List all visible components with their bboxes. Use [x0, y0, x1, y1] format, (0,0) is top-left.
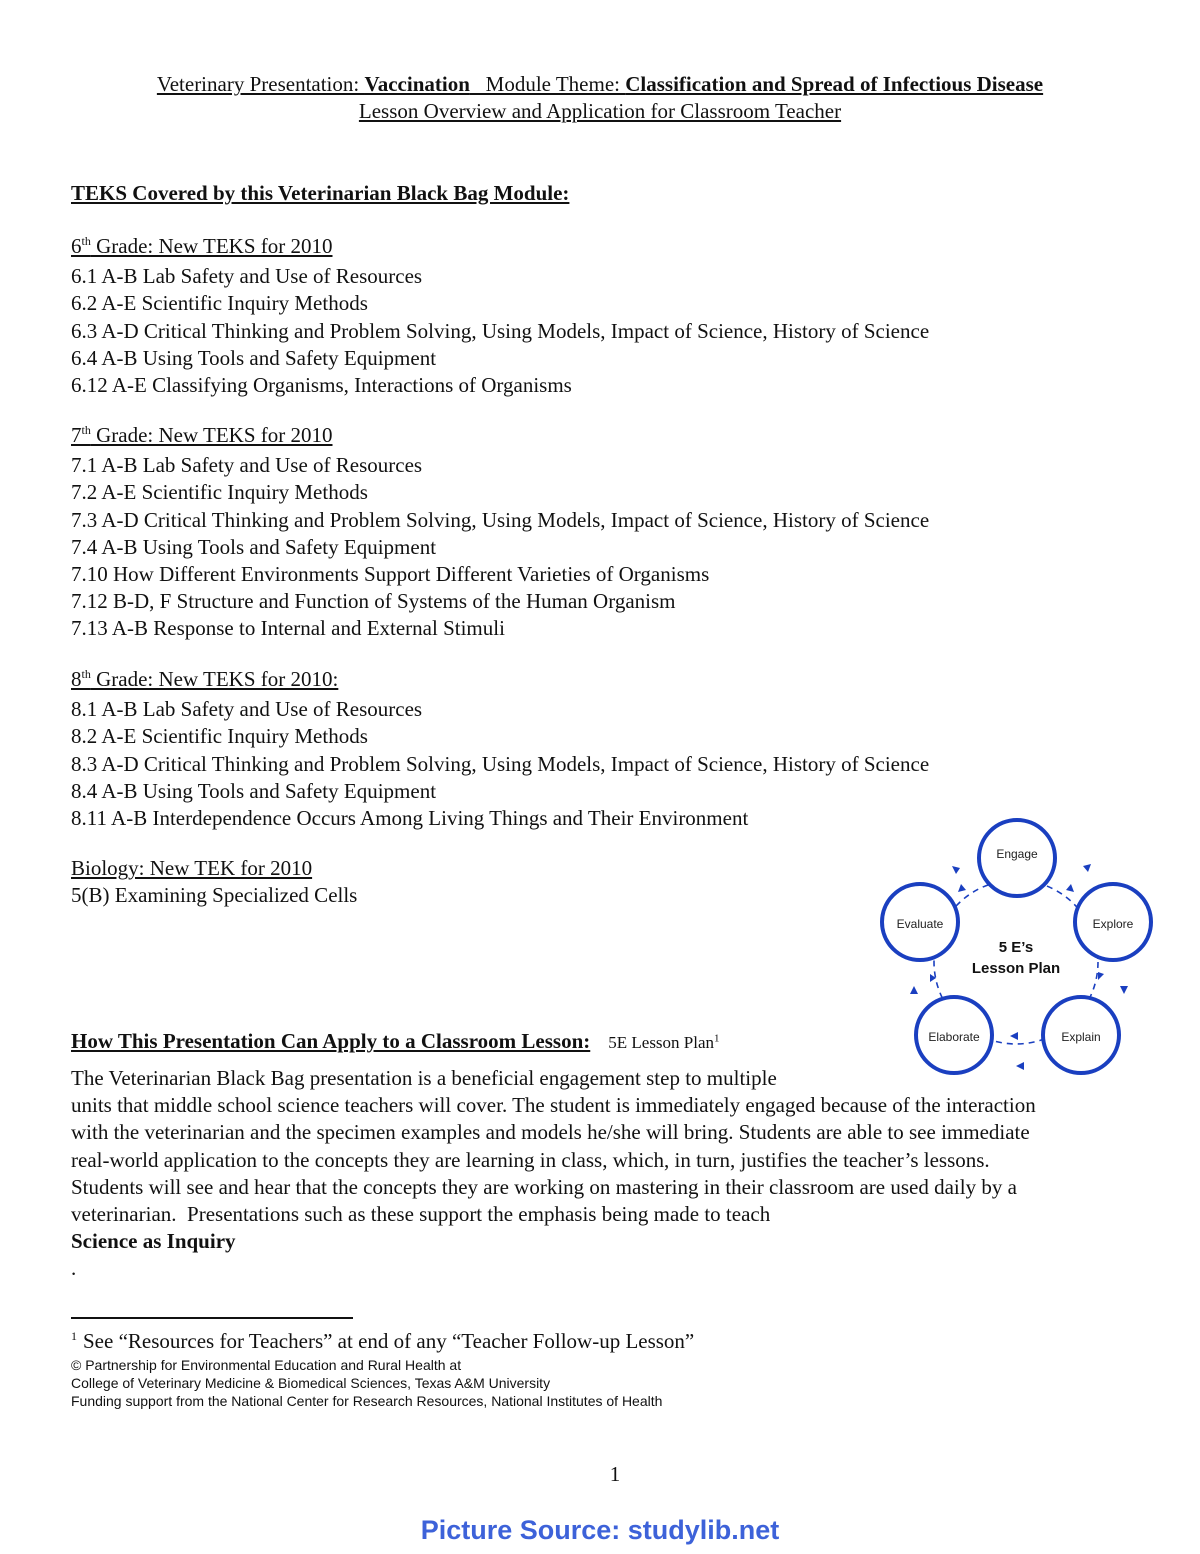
list-item: 5(B) Examining Specialized Cells [71, 883, 358, 908]
list-item: 8.11 A-B Interdependence Occurs Among Living Things and Their Environment [71, 806, 749, 831]
title-theme: Classification and Spread of Infectious Disease [625, 72, 1044, 96]
stage-label: Evaluate [896, 917, 944, 931]
arrow-icon [1010, 1032, 1018, 1040]
grade-7-section [71, 422, 929, 643]
list-item: 6.4 A-B Using Tools and Safety Equipment [71, 345, 437, 370]
credit-line: College of Veterinary Medicine & Biomedical Sciences, Texas A&M University [71, 1375, 551, 1391]
list-item: 8.4 A-B Using Tools and Safety Equipment [71, 778, 437, 803]
list-item: 6.1 A-B Lab Safety and Use of Resources [71, 264, 423, 289]
list-item: 6.2 A-E Scientific Inquiry Methods [71, 291, 368, 316]
stage-label: Engage [996, 847, 1038, 861]
list-item: 8.3 A-D Critical Thinking and Problem Solving, Using Models, Impact of Science, History of Science [71, 751, 930, 776]
paragraph-line: The Veterinarian Black Bag presentation is a beneficial engagement step to multiple [71, 1066, 777, 1090]
list-item: 6.12 A-E Classifying Organisms, Interactions of Organisms [71, 373, 572, 398]
paragraph-line: real-world application to the concepts they are learning in class, which, in turn, justifies the teacher’s lessons. [71, 1147, 990, 1172]
list-item: 7.4 A-B Using Tools and Safety Equipment [71, 534, 437, 559]
document-subtitle: Lesson Overview and Application for Classroom Teacher [358, 99, 842, 123]
stage-elaborate [916, 997, 992, 1073]
grade-8-section [71, 666, 929, 832]
five-e-cycle-diagram [870, 810, 1170, 1090]
list-item: 7.2 A-E Scientific Inquiry Methods [71, 480, 368, 505]
list-item: 8.1 A-B Lab Safety and Use of Resources [71, 697, 423, 722]
stage-explore [1075, 884, 1151, 960]
credit-line: Funding support from the National Center for Research Resources, National Institutes of Health [71, 1393, 663, 1409]
stage-engage [979, 820, 1055, 896]
list-item: 7.1 A-B Lab Safety and Use of Resources [71, 453, 423, 478]
title-mid: Module Theme: [469, 72, 626, 96]
stage-label: Elaborate [928, 1030, 980, 1044]
list-item: 7.3 A-D Critical Thinking and Problem Solving, Using Models, Impact of Science, History of Science [71, 507, 930, 532]
list-item: 8.2 A-E Scientific Inquiry Methods [71, 724, 368, 749]
credits-block [71, 1356, 662, 1410]
paragraph-line: units that middle school science teachers will cover. The student is immediately engaged because of the interaction [71, 1093, 1036, 1118]
document-title-line [0, 72, 1200, 97]
paragraph-line: with the veterinarian and the specimen examples and models he/she will bring. Students are able to see immediate [71, 1120, 1030, 1145]
grade-8-title: 8th Grade: New TEKS for 2010: [71, 667, 339, 691]
page-number: 1 [609, 1462, 621, 1486]
diagram-center-line1: 5 E’s [998, 939, 1034, 956]
application-heading-row [71, 1029, 720, 1054]
stage-explain [1043, 997, 1119, 1073]
paragraph-line: veterinarian. Presentations such as these support the emphasis being made to teach Science as Inquiry . [71, 1202, 776, 1281]
list-item: 7.13 A-B Response to Internal and External Stimuli [71, 616, 505, 641]
diagram-center-line2: Lesson Plan [971, 960, 1061, 977]
paragraph-line: Students will see and hear that the concepts they are working on mastering in their classroom are used daily by a [71, 1174, 1017, 1199]
stage-evaluate [882, 884, 958, 960]
footnote: $^1$ See “Resources for Teachers” at end of any “Teacher Follow-up Lesson” [71, 1329, 695, 1353]
biology-title: Biology: New TEK for 2010 [71, 856, 313, 880]
arrow-icon [1066, 884, 1074, 892]
application-paragraph [71, 1065, 1036, 1283]
arrow-icon [1083, 864, 1091, 872]
arrow-icon [1120, 986, 1128, 994]
biology-section [71, 855, 357, 909]
application-heading: How This Presentation Can Apply to a Classroom Lesson: [71, 1029, 591, 1053]
arrow-icon [1098, 972, 1104, 980]
credit-line: © Partnership for Environmental Education and Rural Health at [71, 1357, 462, 1373]
list-item: 7.12 B-D, F Structure and Function of Systems of the Human Organism [71, 589, 676, 614]
grade-7-title: 7th Grade: New TEKS for 2010 [71, 423, 333, 447]
arrow-icon [910, 986, 918, 994]
picture-source-caption: Picture Source: studylib.net [420, 1515, 780, 1545]
arrow-icon [958, 884, 966, 892]
application-subheading: 5E Lesson Plan$^1$ [608, 1032, 720, 1052]
list-item: 6.3 A-D Critical Thinking and Problem Solving, Using Models, Impact of Science, History of Science [71, 318, 930, 343]
grade-6-title: 6th Grade: New TEKS for 2010 [71, 234, 333, 258]
title-topic: Vaccination [364, 72, 470, 96]
teks-heading: TEKS Covered by this Veterinarian Black Bag Module: [71, 181, 570, 205]
arrow-icon [952, 866, 960, 874]
title-prefix: Veterinary Presentation: [156, 72, 365, 96]
footnote-divider [71, 1317, 353, 1319]
list-item: 7.10 How Different Environments Support Different Varieties of Organisms [71, 562, 710, 587]
stage-label: Explain [1061, 1030, 1101, 1044]
stage-label: Explore [1092, 917, 1134, 931]
grade-6-section [71, 233, 929, 399]
